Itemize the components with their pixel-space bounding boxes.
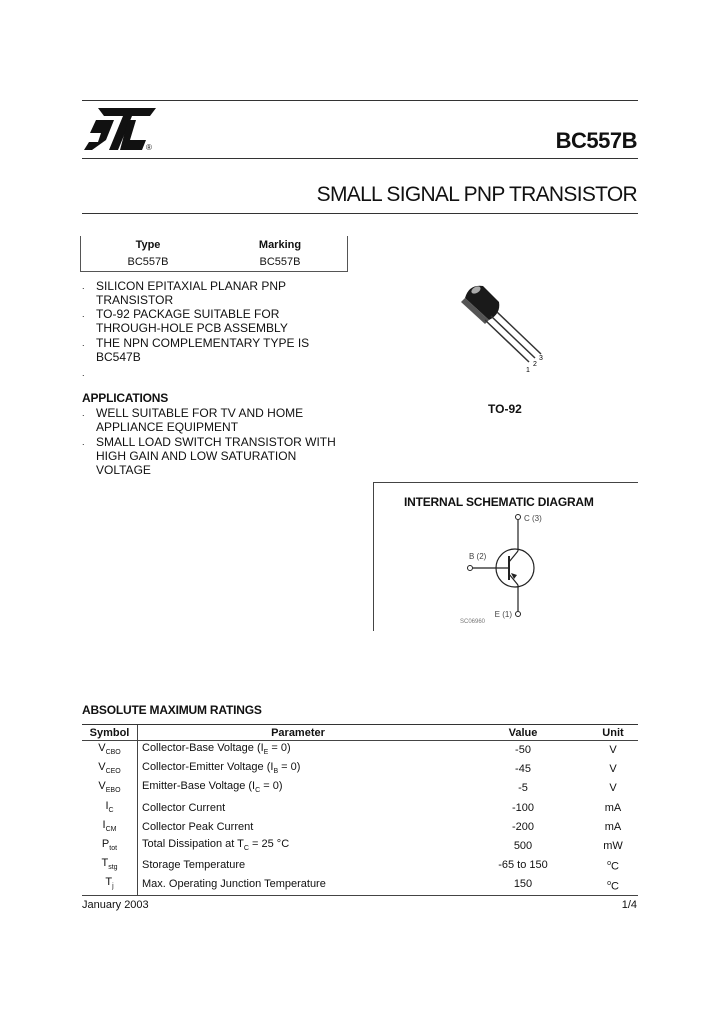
parameter-cell: Collector Peak Current [142,820,254,833]
value-cell: -50 [515,744,531,757]
parameter-cell: Collector-Base Voltage $(I_E = 0)$ [142,742,291,757]
symbol-cell: $V_{CBO}$ [82,741,138,761]
symbol-cell: $V_{CEO}$ [82,760,138,779]
emitter-label: E (1) [494,610,512,619]
value-cell: -200 [511,820,535,833]
symbol-cell: $I_C$ [82,799,138,818]
pin-2-label: 2 [533,361,537,368]
document-subtitle: SMALL SIGNAL PNP TRANSISTOR [316,183,637,206]
parameter-cell: Collector-Emitter Voltage $(I_B = 0)$ [142,761,301,776]
package-label: TO-92 [488,402,522,416]
parameter-cell: Max. Operating Junction Temperature [138,875,459,895]
parameter-header: Parameter [138,725,459,741]
symbol-header: Symbol [82,725,138,741]
to92-package-image [455,280,555,380]
top-rule [82,100,638,101]
page-number: 1/4 [621,899,637,911]
pin-3-label: 3 [539,355,543,362]
parameter-cell: Total Dissipation at $T_C = 25$ °C [142,837,290,853]
type-marking-table [80,236,348,272]
table-row [82,799,638,818]
marking-value: BC557B [259,256,301,268]
registered-mark: ® [146,143,152,152]
unit-cell: $^o$C [588,875,638,895]
table-row [82,760,638,779]
unit-cell: V [609,782,617,795]
table-row [82,856,638,875]
parameter-cell: Emitter-Base Voltage $(I_C = 0)$ [142,780,283,795]
type-value: BC557B [127,256,169,268]
value-cell: 150 [458,875,588,895]
transistor-symbol [455,513,565,630]
unit-cell: mA [604,801,622,814]
unit-cell: mW [603,840,623,853]
unit-cell: mA [604,820,622,833]
ratings-header-row [82,725,638,741]
ratings-title: ABSOLUTE MAXIMUM RATINGS [82,703,262,717]
marking-header: Marking [258,239,302,251]
schematic-code: SC06960 [460,619,486,625]
value-cell: -5 [518,782,528,795]
unit-cell: V [609,763,617,776]
table-row [82,779,638,798]
base-label: B (2) [469,552,487,561]
unit-header: Unit [588,725,638,741]
value-header: Value [458,725,588,741]
footer-date: January 2003 [82,899,149,911]
parameter-cell: Collector Current [142,801,226,814]
header-rule [82,158,638,159]
type-header: Type [135,239,161,251]
value-cell: 500 [513,840,533,853]
parameter-cell: Storage Temperature [142,859,246,872]
unit-cell: V [609,744,617,757]
unit-cell: $^o$C [607,860,619,874]
symbol-cell: $T_{stg}$ [82,856,138,875]
symbol-cell: $T_j$ [82,875,138,895]
pin-1-label: 1 [526,367,530,374]
collector-label: C (3) [524,514,542,523]
table-row [82,875,638,895]
value-cell: -45 [515,763,531,776]
table-row [82,818,638,837]
part-number: BC557B [555,128,637,153]
applications-heading: APPLICATIONS [82,391,169,405]
value-cell: -65 to 150 [498,859,548,872]
symbol-cell: $P_{tot}$ [82,837,138,856]
table-row [82,837,638,856]
schematic-title: INTERNAL SCHEMATIC DIAGRAM [404,495,594,509]
subtitle-rule [82,213,638,214]
symbol-cell: $V_{EBO}$ [82,779,138,798]
ratings-table [82,725,638,896]
symbol-cell: $I_{CM}$ [82,818,138,837]
table-row [82,741,638,761]
value-cell: -100 [511,801,535,814]
